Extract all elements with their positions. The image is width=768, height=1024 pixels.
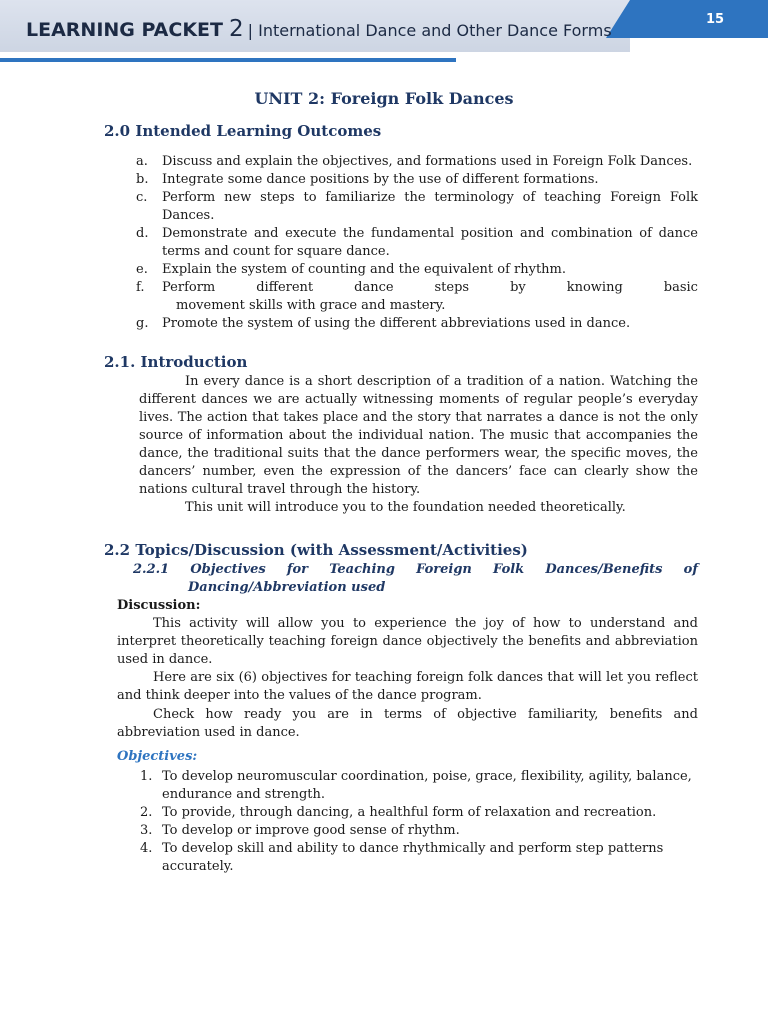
introduction-heading: 2.1. Introduction bbox=[104, 353, 248, 371]
introduction-paragraph: In every dance is a short description of a tradition of a nation. Watching the different dances we are actually witnessing moments of regular people’s everyday lives. The action that takes place and the story that narrates a dance is not the only source of information about the individual nation. The music that accompanies the dance, the traditional suits that the dance performers wear, the specific moves, the dancers’ number, even the expression of the dancers’ face can clearly show the nations cultural travel through the history. bbox=[139, 374, 698, 497]
list-item: 2. To provide, through dancing, a healthful form of relaxation and recreation. bbox=[140, 805, 657, 820]
introduction-paragraph-2: This unit will introduce you to the foundation needed theoretically. bbox=[185, 500, 626, 515]
list-item: a. Discuss and explain the objectives, and formations used in Foreign Folk Dances. bbox=[136, 154, 693, 169]
list-item: 1. To develop neuromuscular coordination, poise, grace, flexibility, agility, balance, endurance and strength. bbox=[140, 769, 692, 802]
page-number: 15 bbox=[705, 12, 725, 27]
list-item: b. Integrate some dance positions by the use of different formations. bbox=[136, 172, 599, 187]
list-item: d. Demonstrate and execute the fundamental position and combination of dance terms and count for square dance. bbox=[136, 226, 698, 259]
topics-heading: 2.2 Topics/Discussion (with Assessment/Activities) bbox=[104, 541, 528, 559]
packet-label: LEARNING PACKET bbox=[26, 19, 223, 41]
discussion-paragraph: Here are six (6) objectives for teaching foreign folk dances that will let you reflect and think deeper into the values of the dance program. bbox=[117, 670, 698, 703]
discussion-label: Discussion: bbox=[117, 598, 201, 613]
list-item: c. Perform new steps to familiarize the terminology of teaching Foreign Folk Dances. bbox=[136, 190, 698, 223]
discussion-paragraph: Check how ready you are in terms of objective familiarity, benefits and abbreviation used in dance. bbox=[117, 707, 698, 740]
header-title bbox=[26, 16, 612, 42]
objectives-label: Objectives: bbox=[117, 749, 198, 764]
discussion-paragraph: This activity will allow you to experience the joy of how to understand and interpret theoretically teaching foreign dance objectively the benefits and abbreviation used in dance. bbox=[117, 616, 698, 667]
list-item: 3. To develop or improve good sense of rhythm. bbox=[140, 823, 460, 838]
packet-number: 2 bbox=[229, 16, 244, 42]
list-item: 4. To develop skill and ability to dance rhythmically and perform step patterns accurately. bbox=[140, 841, 664, 874]
list-item: e. Explain the system of counting and the equivalent of rhythm. bbox=[136, 262, 567, 277]
list-item: g. Promote the system of using the different abbreviations used in dance. bbox=[136, 316, 631, 331]
list-item: f. Perform different dance steps by knowing basic movement skills with grace and mastery. bbox=[136, 280, 698, 313]
outcomes-heading: 2.0 Intended Learning Outcomes bbox=[104, 122, 382, 140]
header-rule bbox=[0, 58, 456, 62]
unit-title: UNIT 2: Foreign Folk Dances bbox=[254, 89, 514, 108]
header-page-tab bbox=[606, 0, 768, 38]
subtopic-heading: 2.2.1 Objectives for Teaching Foreign Folk Dances/Benefits of Dancing/Abbreviation used bbox=[133, 562, 698, 595]
outcomes-list bbox=[136, 153, 698, 333]
packet-subtitle: | International Dance and Other Dance Forms bbox=[247, 21, 612, 40]
objectives-list bbox=[140, 768, 700, 876]
